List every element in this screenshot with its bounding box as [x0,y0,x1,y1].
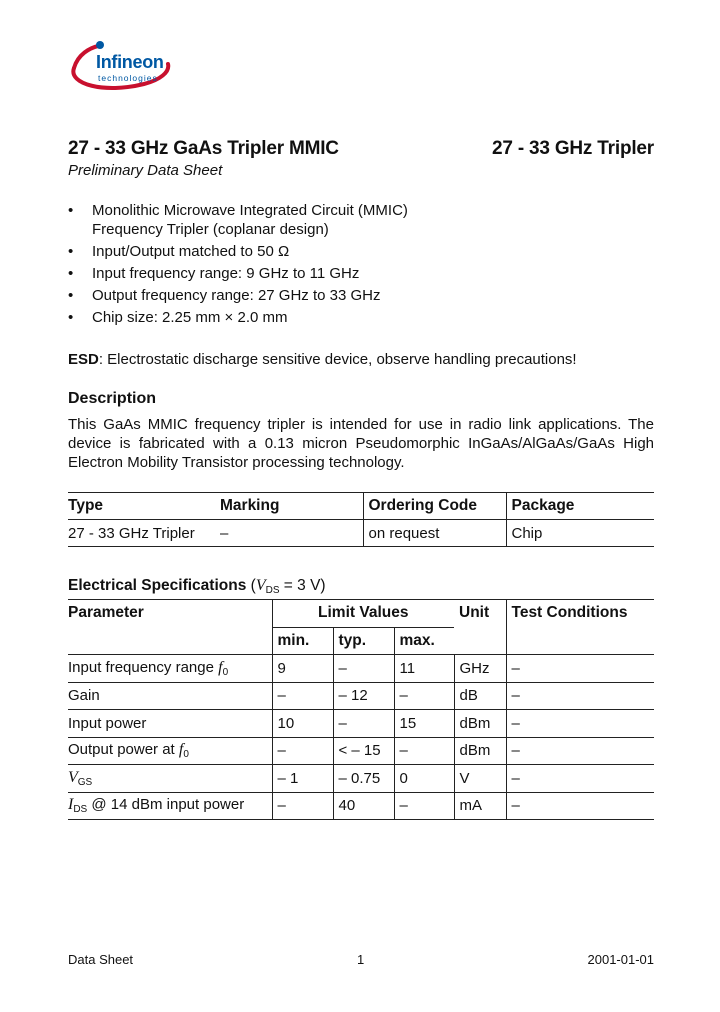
spec-header-limits: Limit Values [272,600,454,628]
logo-tagline: technologies [98,73,158,83]
spec-max: – [394,792,454,820]
ordering-header-code: Ordering Code [363,493,506,520]
table-row [68,520,654,547]
spec-min: – [272,737,333,765]
spec-header-min: min. [272,627,333,655]
spec-unit: dBm [454,710,506,738]
table-row [68,792,654,820]
spec-typ: – [333,710,394,738]
spec-header-unit: Unit [454,600,506,655]
ordering-package: Chip [506,520,654,547]
spec-max: 15 [394,710,454,738]
document-subtitle: Preliminary Data Sheet [68,162,223,179]
spec-max: 11 [394,655,454,683]
spec-min: 9 [272,655,333,683]
spec-min: – [272,682,333,710]
spec-unit: GHz [454,655,506,683]
spec-heading: Electrical Specifications ($V_{DS} = 3$ V) [68,577,326,596]
spec-unit: V [454,765,506,793]
footer-document-type: Data Sheet [68,952,134,967]
ordering-header-package: Package [506,493,654,520]
esd-text: : Electrostatic discharge sensitive device, observe handling precautions! [98,351,577,368]
spec-header-row [68,600,654,628]
description-text: This GaAs MMIC frequency tripler is intended for use in radio link applications. The device is fabricated with a 0.13 micron Pseudomorphic InGaAs/AlGaAs/GaAs High Electron Mobility Transistor processing technology. [68,416,654,471]
spec-header-max: max. [394,627,454,655]
spec-typ: 40 [333,792,394,820]
spec-typ: – [333,655,394,683]
spec-test: – [506,655,654,683]
document-title: 27 - 33 GHz GaAs Tripler MMIC [68,138,339,159]
ordering-type: 27 - 33 GHz Tripler [68,520,220,547]
feature-list [68,201,628,330]
footer-page-number: 1 [357,952,365,967]
spec-parameter: $V_{GS}$ [68,765,272,793]
spec-max: – [394,737,454,765]
spec-typ: – 0.75 [333,765,394,793]
document-short-title: 27 - 33 GHz Tripler [492,138,654,159]
table-row [68,682,654,710]
spec-parameter: $I_{DS}$ @ 14 dBm input power [68,792,272,820]
ordering-header-row [68,493,654,520]
ordering-header-marking: Marking [220,493,363,520]
spec-test: – [506,737,654,765]
table-row [68,737,654,765]
spec-max: – [394,682,454,710]
footer-date: 2001-01-01 [587,952,654,967]
infineon-logo [64,38,174,94]
spec-min: – [272,792,333,820]
feature-item: • Chip size: 2.25 mm × 2.0 mm [68,308,628,327]
table-row [68,710,654,738]
logo-dot [96,41,104,49]
ordering-marking: – [220,520,363,547]
spec-header-parameter: Parameter [68,600,272,655]
spec-unit: mA [454,792,506,820]
spec-max: 0 [394,765,454,793]
ordering-table [68,492,654,547]
description-heading: Description [68,390,157,407]
spec-test: – [506,682,654,710]
electrical-specifications-table [68,599,654,820]
ordering-code: on request [363,520,506,547]
spec-parameter: Input power [68,710,272,738]
feature-item: • Input/Output matched to 50 Ω [68,242,628,261]
spec-test: – [506,792,654,820]
esd-warning [68,351,577,368]
spec-parameter: Output power at $f_0$ [68,737,272,765]
spec-parameter: Input frequency range $f_0$ [68,655,272,683]
spec-typ: – 12 [333,682,394,710]
feature-item: • Monolithic Microwave Integrated Circuit (MMIC) Frequency Tripler (coplanar design) [68,201,628,239]
spec-unit: dBm [454,737,506,765]
spec-unit: dB [454,682,506,710]
feature-item: • Input frequency range: 9 GHz to 11 GHz [68,264,628,283]
spec-min: 10 [272,710,333,738]
spec-header-typ: typ. [333,627,394,655]
esd-label: ESD [68,351,99,368]
spec-test: – [506,710,654,738]
spec-header-test-conditions: Test Conditions [506,600,654,655]
ordering-header-type: Type [68,493,220,520]
logo-brand: Infineon [96,52,164,72]
spec-test: – [506,765,654,793]
spec-min: – 1 [272,765,333,793]
spec-parameter: Gain [68,682,272,710]
feature-item: • Output frequency range: 27 GHz to 33 GHz [68,286,628,305]
table-row [68,655,654,683]
spec-typ: < – 15 [333,737,394,765]
table-row [68,765,654,793]
